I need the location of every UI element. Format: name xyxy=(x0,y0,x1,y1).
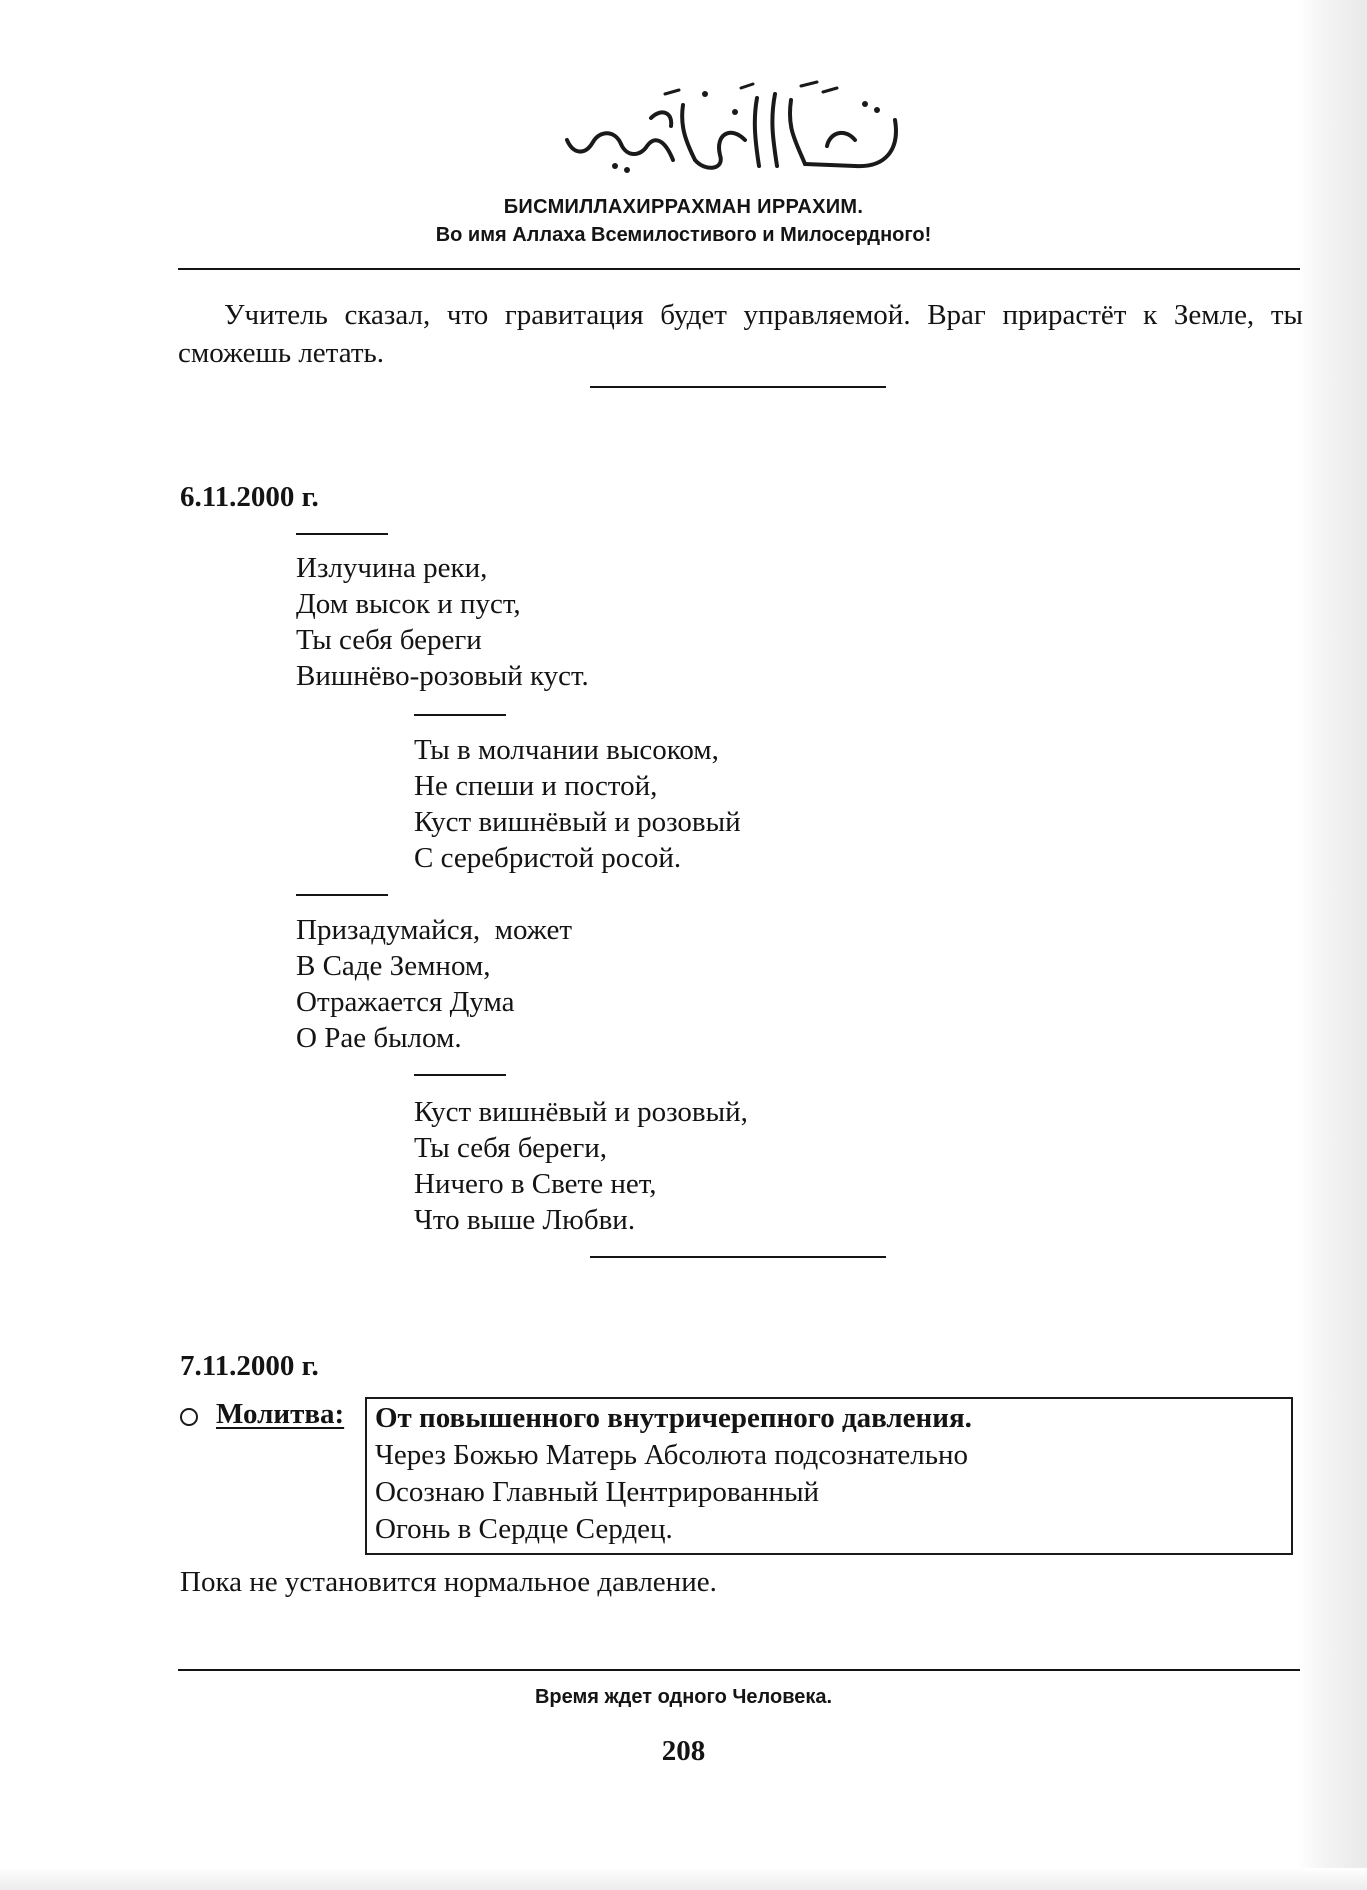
poem-line: С серебристой росой. xyxy=(414,842,682,874)
poem-line: Призадумайся, может xyxy=(296,914,572,946)
poem-line: Отражается Дума xyxy=(296,986,515,1018)
header-rule xyxy=(178,268,1300,270)
page-number: 208 xyxy=(661,1735,706,1767)
prayer-label: Молитва: xyxy=(216,1398,345,1430)
poem-line: Излучина реки, xyxy=(296,552,488,584)
page-edge-shadow xyxy=(1297,0,1367,1890)
entry-date: 7.11.2000 г. xyxy=(180,1350,319,1382)
poem-line: Что выше Любви. xyxy=(414,1204,636,1236)
date-underline xyxy=(296,533,388,535)
poem-line: Ничего в Свете нет, xyxy=(414,1168,657,1200)
intro-paragraph xyxy=(178,296,1303,372)
footer-text: Время ждет одного Человека. xyxy=(534,1686,833,1708)
bullet-circle-icon xyxy=(180,1408,198,1426)
poem-line: Куст вишнёвый и розовый xyxy=(414,806,741,838)
stanza-divider xyxy=(414,714,506,716)
poem-stanza-1 xyxy=(296,550,589,694)
prayer-line: Через Божью Матерь Абсолюта подсознательно xyxy=(375,1439,968,1471)
poem-line: О Рае былом. xyxy=(296,1022,462,1054)
stanza-divider xyxy=(414,1074,506,1076)
poem-line: Ты себя береги xyxy=(296,624,482,656)
poem-line: В Саде Земном, xyxy=(296,950,491,982)
header-title: БИСМИЛЛАХИРРАХМАН ИРРАХИМ. xyxy=(503,196,864,218)
poem-line: Не спеши и постой, xyxy=(414,770,658,802)
poem-stanza-3 xyxy=(296,912,572,1056)
prayer-line: От повышенного внутричерепного давления. xyxy=(375,1402,972,1434)
footer-rule xyxy=(178,1669,1300,1671)
poem-line: Дом высок и пуст, xyxy=(296,588,521,620)
page-bottom-shadow xyxy=(0,1868,1367,1890)
poem-line: Ты в молчании высоком, xyxy=(414,734,719,766)
prayer-line: Огонь в Сердце Сердец. xyxy=(375,1513,673,1545)
section-divider xyxy=(590,1256,886,1258)
prayer-text xyxy=(375,1400,972,1548)
poem-stanza-2 xyxy=(414,732,741,876)
stanza-divider xyxy=(296,894,388,896)
bismillah-calligraphy xyxy=(555,80,915,180)
prayer-line: Осознаю Главный Центрированный xyxy=(375,1476,820,1508)
poem-line: Ты себя береги, xyxy=(414,1132,608,1164)
poem-line: Вишнёво-розовый куст. xyxy=(296,660,589,692)
poem-stanza-4 xyxy=(414,1094,748,1238)
header-subtitle: Во имя Аллаха Всемилостивого и Милосердного! xyxy=(435,224,932,246)
poem-line: Куст вишнёвый и розовый, xyxy=(414,1096,748,1128)
section-divider xyxy=(590,386,886,388)
entry-date: 6.11.2000 г. xyxy=(180,481,319,513)
intro-text: Учитель сказал, что гравитация будет управляемой. Враг прирастёт к Земле, ты сможешь летать. xyxy=(178,299,1303,369)
after-prayer-text: Пока не установится нормальное давление. xyxy=(180,1566,717,1598)
